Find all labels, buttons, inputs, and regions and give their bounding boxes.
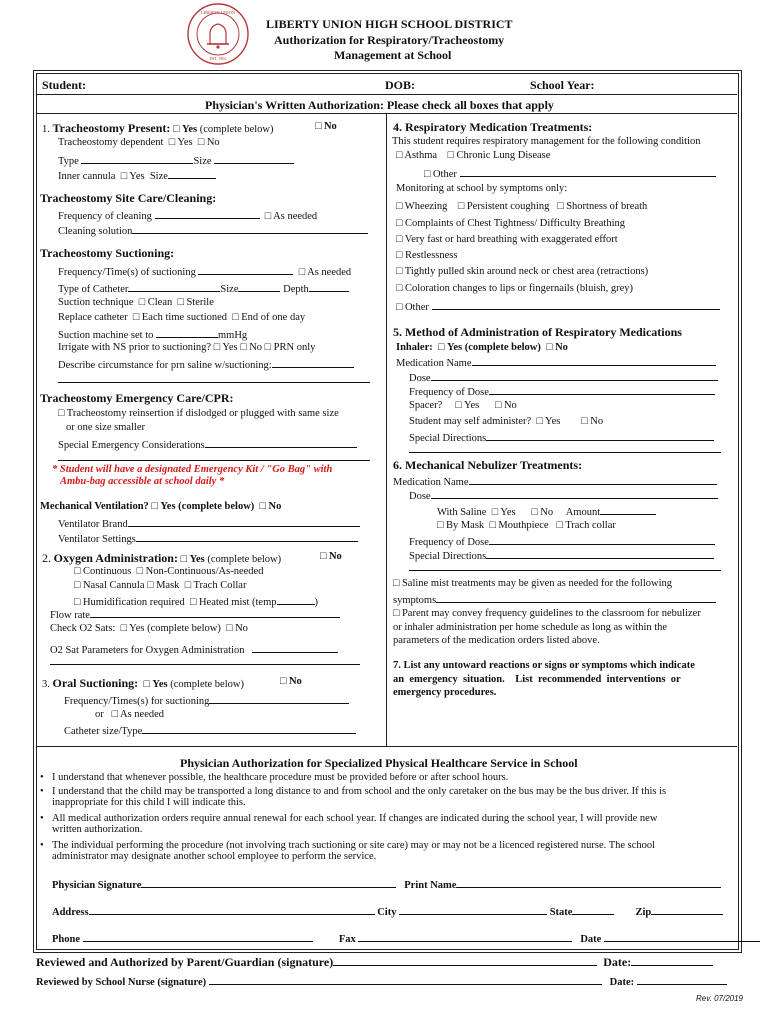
checkbox-icon[interactable]: □ (177, 297, 184, 308)
auth-bullet-1: • I understand that whenever possible, the healthcare procedure must be provided before or after school hours. (40, 772, 509, 783)
checkbox-icon[interactable]: □ (132, 312, 140, 323)
form-title-line1: Authorization for Respiratory/Tracheostomy (274, 33, 505, 47)
checkbox-icon[interactable]: □ (184, 580, 192, 591)
school-year-label[interactable]: School Year: (530, 78, 595, 92)
checkbox-icon[interactable]: □ (120, 171, 128, 182)
checkbox-icon[interactable]: □ (494, 400, 502, 411)
parent-date-label[interactable]: Date: (603, 955, 632, 969)
checkbox-icon[interactable]: □ (136, 566, 143, 577)
form-title-line2: Management at School (334, 48, 452, 62)
checkbox-icon[interactable]: □ (280, 676, 287, 687)
checkbox-icon[interactable]: □ (396, 302, 403, 313)
checkbox-icon[interactable]: □ (138, 297, 146, 308)
emergency-care-title: Tracheostomy Emergency Care/CPR: (40, 391, 234, 405)
checkbox-icon[interactable]: □ (396, 283, 403, 294)
checkbox-icon[interactable]: □ (437, 520, 444, 531)
checkbox-icon[interactable]: □ (226, 623, 233, 634)
checkbox-icon[interactable]: □ (438, 342, 445, 353)
date-label[interactable]: Date (580, 934, 602, 945)
checkbox-icon[interactable]: □ (189, 597, 197, 608)
section-1-number: 1. (42, 124, 50, 135)
checkbox-icon[interactable]: □ (536, 416, 543, 427)
checkbox-icon[interactable]: □ (264, 342, 272, 353)
physician-signature-label[interactable]: Physician Signature (52, 880, 142, 891)
svg-text:LIBERTY UNION: LIBERTY UNION (200, 10, 236, 15)
section-7-line2: an emergency situation. List recommended interventions or (393, 674, 681, 685)
checkbox-icon[interactable]: □ (581, 416, 588, 427)
checkbox-icon[interactable]: □ (180, 554, 187, 565)
divider (36, 746, 737, 747)
student-label[interactable]: Student: (42, 78, 87, 92)
checkbox-icon[interactable]: □ (315, 121, 322, 132)
auth-title: Physician Authorization for Specialized Physical Healthcare Service in School (180, 756, 578, 770)
section-1-title: Tracheostomy Present: (52, 121, 171, 135)
physician-written-heading: Physician's Written Authorization: Please check all boxes that apply (205, 98, 554, 112)
checkbox-icon[interactable]: □ (320, 551, 327, 562)
site-care-title: Tracheostomy Site Care/Cleaning: (40, 191, 217, 205)
checkbox-icon[interactable]: □ (298, 267, 306, 278)
checkbox-icon[interactable]: □ (264, 211, 272, 222)
checkbox-icon[interactable]: □ (172, 124, 180, 135)
city-label[interactable]: City (377, 907, 397, 918)
checkbox-icon[interactable]: □ (393, 608, 400, 619)
emergency-kit-note-1: * Student will have a designated Emergency Kit / "Go Bag" with (52, 464, 333, 475)
blank-line[interactable] (409, 443, 721, 453)
section-7-line3: emergency procedures. (393, 687, 497, 698)
section-4-title: 4. Respiratory Medication Treatments: (393, 120, 593, 134)
print-name-label[interactable]: Print Name (404, 880, 457, 891)
checkbox-icon[interactable]: □ (396, 201, 403, 212)
section-6-title: 6. Mechanical Nebulizer Treatments: (393, 458, 583, 472)
checkbox-icon[interactable]: □ (424, 169, 431, 180)
district-seal-logo (186, 2, 250, 66)
checkbox-icon[interactable]: □ (197, 137, 205, 148)
parent-signature-label[interactable]: Reviewed and Authorized by Parent/Guardian (signature) (36, 955, 334, 969)
blank-line[interactable] (409, 561, 721, 571)
auth-bullet-4: • The individual performing the procedure (not involving trach suctioning or site care) may or may not be a licenced registered nurse. The school administrator may designate another school employee to perform the service. (40, 840, 656, 862)
blank-line[interactable] (58, 452, 370, 461)
checkbox-icon[interactable]: □ (396, 266, 403, 277)
divider (36, 94, 737, 95)
district-name: LIBERTY UNION HIGH SCHOOL DISTRICT (266, 17, 513, 31)
nurse-date-label[interactable]: Date: (609, 977, 635, 988)
checkbox-icon[interactable]: □ (531, 507, 538, 518)
checkbox-icon[interactable]: □ (147, 580, 154, 591)
checkbox-icon[interactable]: □ (396, 234, 403, 245)
auth-bullet-3: • All medical authorization orders require annual renewal for each school year. If changes are indicated during the school year, I will provide new written authorization. (40, 813, 658, 835)
state-label[interactable]: State (549, 907, 573, 918)
checkbox-icon[interactable]: □ (111, 709, 118, 720)
fax-label[interactable]: Fax (338, 934, 356, 945)
checkbox-icon[interactable]: □ (393, 578, 400, 589)
checkbox-icon[interactable]: □ (396, 218, 403, 229)
checkbox-icon[interactable]: □ (74, 566, 81, 577)
dob-label[interactable]: DOB: (385, 78, 415, 92)
checkbox-icon[interactable]: □ (546, 342, 553, 353)
checkbox-icon[interactable]: □ (143, 679, 150, 690)
checkbox-icon[interactable]: □ (240, 342, 247, 353)
address-label[interactable]: Address (52, 907, 89, 918)
checkbox-icon[interactable]: □ (232, 312, 239, 323)
checkbox-icon[interactable]: □ (489, 520, 496, 531)
checkbox-icon[interactable]: □ (491, 507, 499, 518)
checkbox-icon[interactable]: □ (74, 580, 81, 591)
revision-date: Rev. 07/2019 (696, 994, 743, 1003)
checkbox-icon[interactable]: □ (396, 150, 403, 161)
emergency-kit-note-2: Ambu-bag accessible at school daily * (60, 476, 225, 487)
checkbox-icon[interactable]: □ (213, 342, 221, 353)
checkbox-icon[interactable]: □ (457, 201, 465, 212)
checkbox-icon[interactable]: □ (151, 501, 158, 512)
checkbox-icon[interactable]: □ (447, 150, 454, 161)
auth-bullet-2: • I understand that the child may be transported a long distance to and from school and the only caretaker on the bus may be the bus driver. If this is inappropriate for this child I will indicate this. (40, 786, 667, 808)
checkbox-icon[interactable]: □ (557, 201, 564, 212)
checkbox-icon[interactable]: □ (259, 501, 266, 512)
phone-label[interactable]: Phone (52, 934, 81, 945)
checkbox-icon[interactable]: □ (168, 137, 176, 148)
section-5-title: 5. Method of Administration of Respiratory Medications (393, 325, 682, 339)
section-7-line1: 7. List any untoward reactions or signs or symptoms which indicate (393, 660, 695, 671)
blank-line[interactable] (50, 656, 360, 665)
nurse-signature-label[interactable]: Reviewed by School Nurse (signature) (36, 977, 207, 988)
checkbox-icon[interactable]: □ (58, 408, 65, 419)
checkbox-icon[interactable]: □ (455, 400, 462, 411)
suctioning-title: Tracheostomy Suctioning: (40, 246, 175, 260)
blank-line[interactable] (58, 372, 370, 383)
checkbox-icon[interactable]: □ (556, 520, 563, 531)
checkbox-icon[interactable]: □ (74, 597, 81, 608)
checkbox-icon[interactable]: □ (120, 623, 127, 634)
column-divider (386, 113, 387, 746)
zip-label[interactable]: Zip (635, 907, 652, 918)
svg-text:EST. 1902: EST. 1902 (209, 56, 227, 61)
checkbox-icon[interactable]: □ (396, 250, 403, 261)
